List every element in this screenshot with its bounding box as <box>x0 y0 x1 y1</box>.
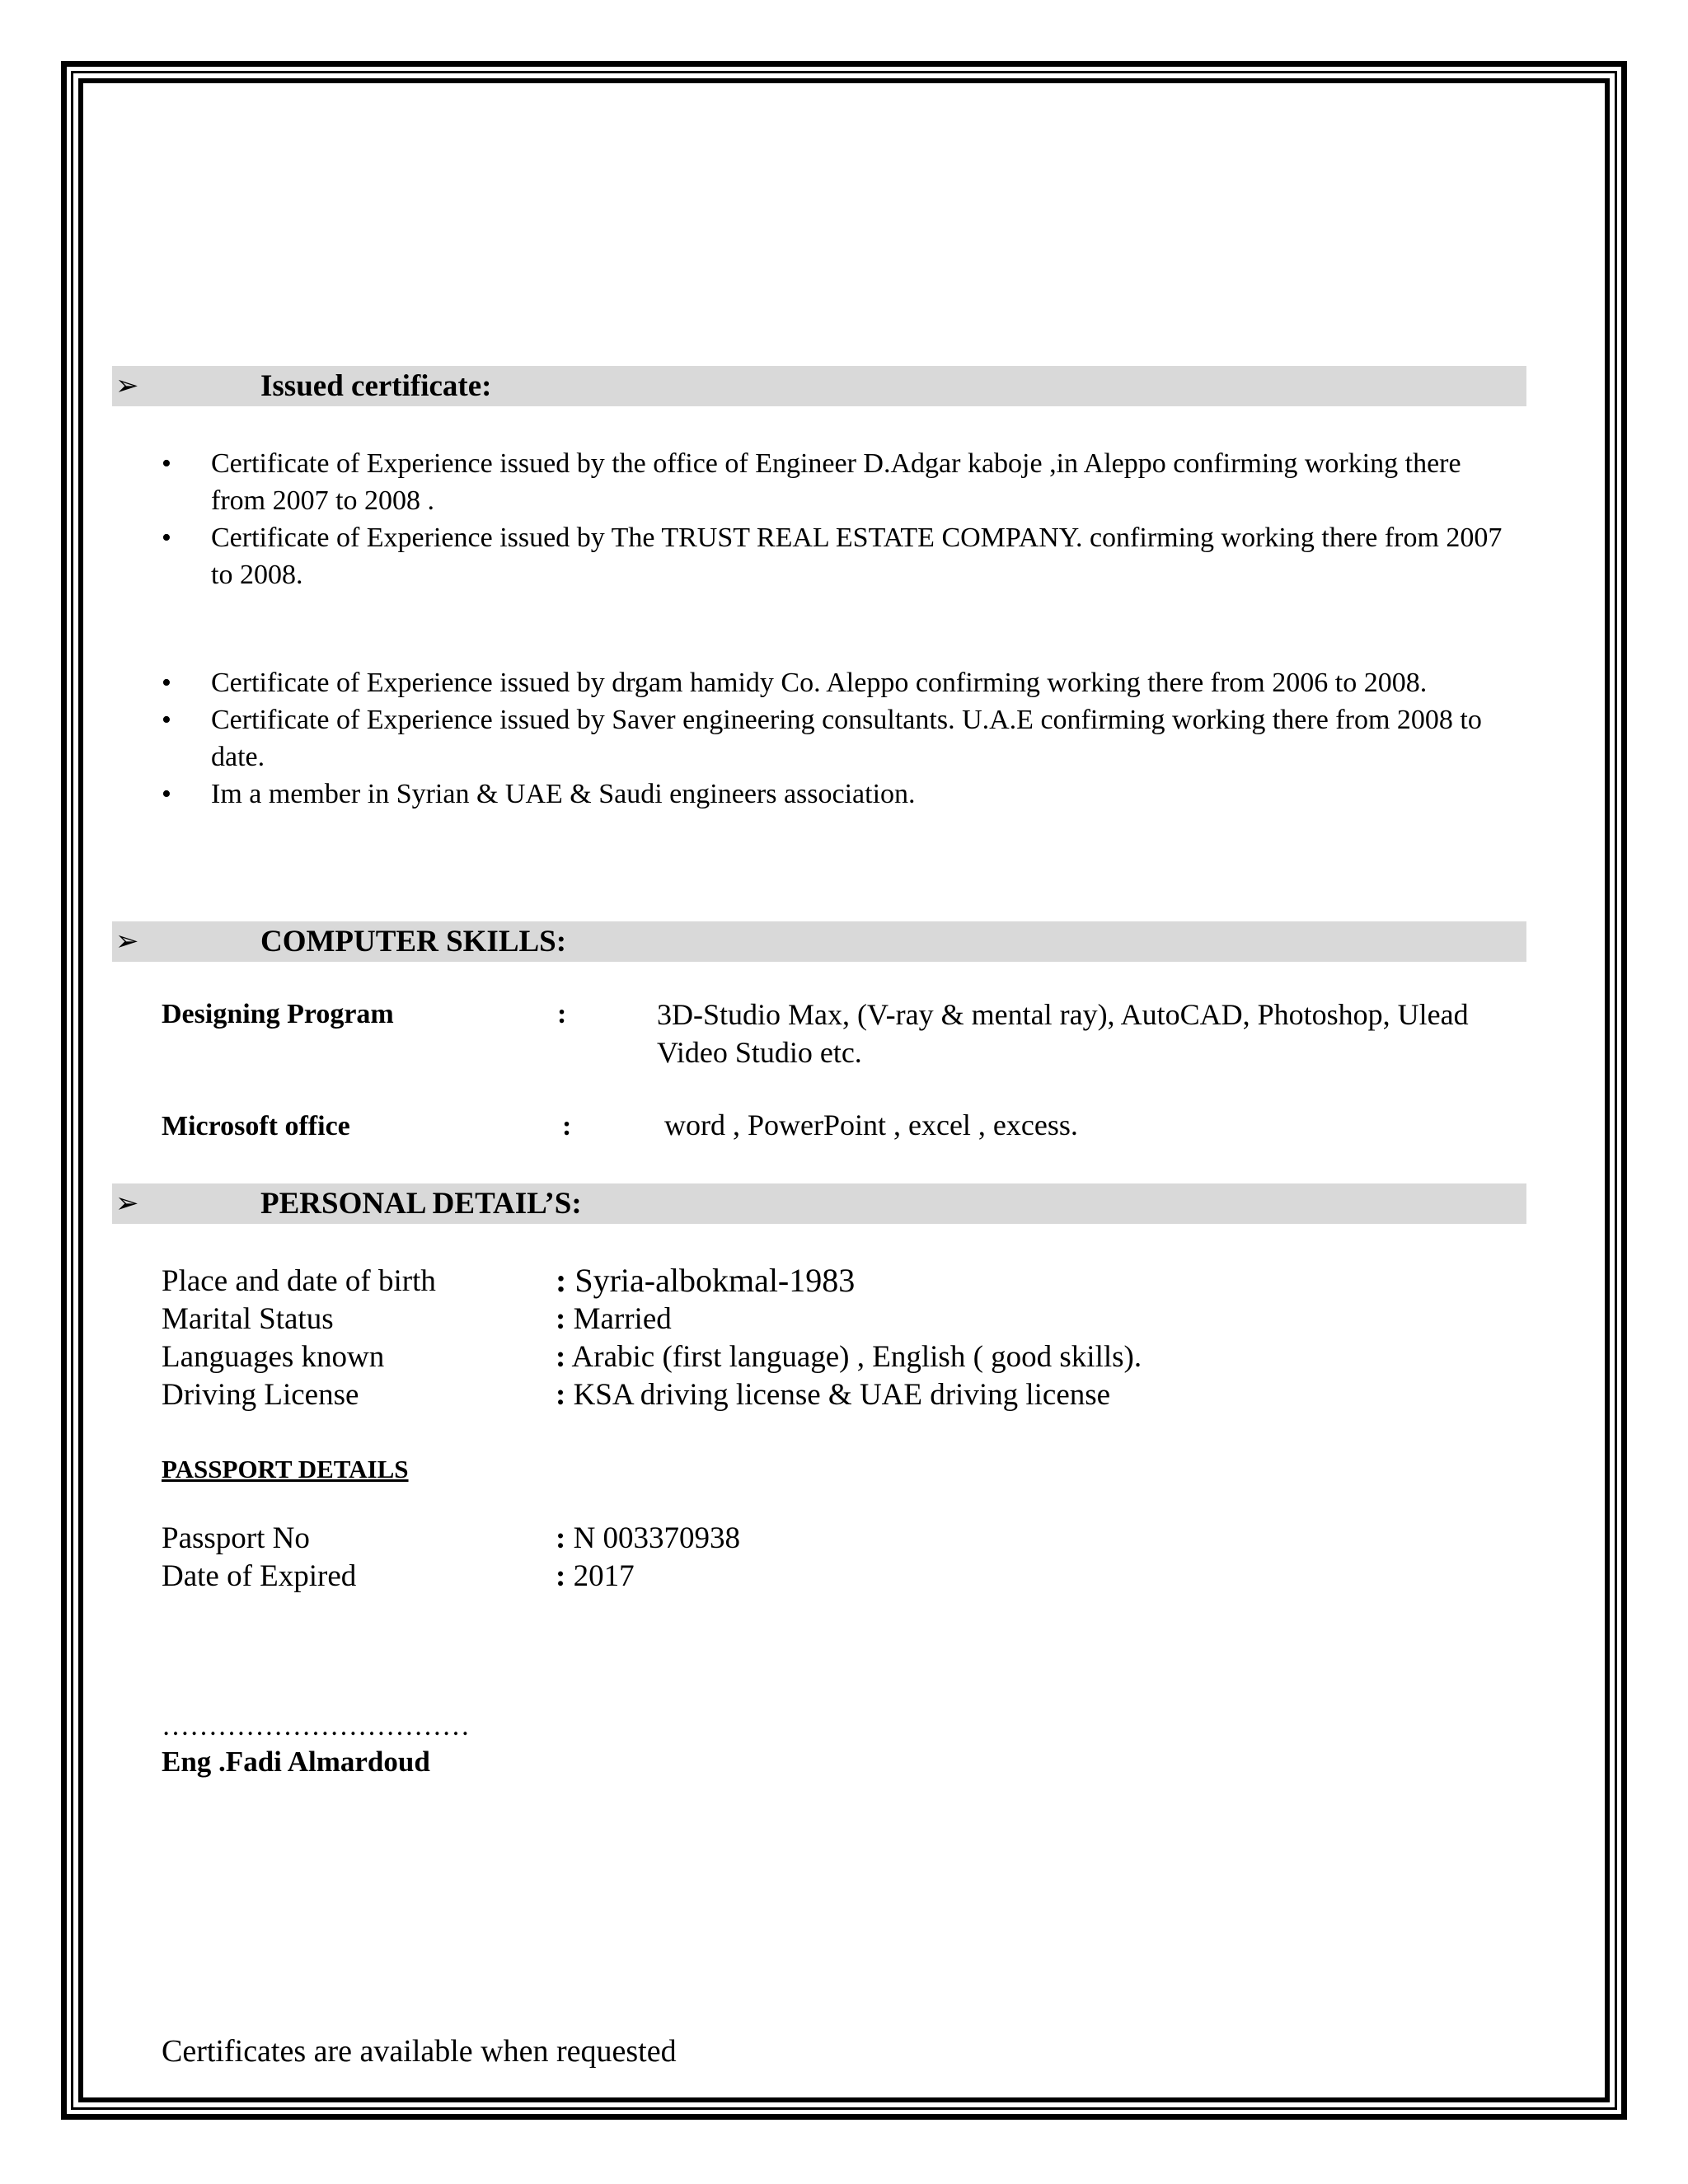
list-item-text: Certificate of Experience issued by drgam hamidy Co. Aleppo confirming working there from 2006 to 2008. <box>211 668 1428 698</box>
skill-label-microsoft: Microsoft office <box>162 1111 350 1141</box>
list-item <box>162 445 1522 519</box>
list-item <box>162 664 1522 701</box>
skill-value-microsoft: word , PowerPoint , excel , excess. <box>664 1108 1078 1141</box>
detail-label-expiry: Date of Expired <box>162 1559 357 1593</box>
passport-details-heading: PASSPORT DETAILS <box>162 1455 409 1483</box>
detail-value-driving <box>556 1377 1110 1413</box>
colon-separator: : <box>556 1262 567 1299</box>
detail-label-driving: Driving License <box>162 1378 359 1412</box>
list-item-text: Certificate of Experience issued by the office of Engineer D.Adgar kaboje ,in Aleppo confirming working there from 2007 to 2008 . <box>211 448 1461 516</box>
colon-separator: : <box>556 1559 566 1593</box>
certificates-note: Certificates are available when requested <box>162 2034 677 2069</box>
list-item <box>162 701 1522 776</box>
detail-label-birth: Place and date of birth <box>162 1264 436 1298</box>
bullet-icon: • <box>162 668 171 698</box>
colon-separator: : <box>556 1340 566 1374</box>
list-item-text: Certificate of Experience issued by The TRUST REAL ESTATE COMPANY. confirming working there from 2007 to 2008. <box>211 523 1503 590</box>
detail-value-birth <box>556 1261 855 1300</box>
personal-details-title: PERSONAL DETAIL’S: <box>260 1187 582 1221</box>
detail-value-expiry <box>556 1558 635 1594</box>
skill-label-designing: Designing Program <box>162 999 394 1029</box>
colon-separator: : <box>556 1521 566 1555</box>
list-item <box>162 519 1522 593</box>
computer-skills-title: COMPUTER SKILLS: <box>260 925 567 958</box>
skill-value-designing: 3D-Studio Max, (V-ray & mental ray), AutoCAD, Photoshop, Ulead Video Studio etc. <box>657 998 1469 1069</box>
issued-certificate-list-a <box>162 445 1522 593</box>
colon-separator: : <box>557 999 567 1029</box>
list-item-text: Certificate of Experience issued by Saver engineering consultants. U.A.E confirming working there from 2008 to date. <box>211 705 1482 772</box>
signer-name: Eng .Fadi Almardoud <box>162 1746 430 1778</box>
detail-value-text: Syria-albokmal-1983 <box>574 1262 856 1299</box>
detail-label-marital: Marital Status <box>162 1302 334 1336</box>
bullet-icon: • <box>162 448 171 479</box>
detail-value-languages <box>556 1339 1142 1375</box>
arrow-bullet-icon: ➢ <box>115 1188 139 1219</box>
detail-value-marital <box>556 1301 672 1337</box>
colon-separator: : <box>556 1302 566 1336</box>
detail-value-text: Married <box>573 1302 672 1336</box>
arrow-bullet-icon: ➢ <box>115 371 139 401</box>
signature-line: …………………………… <box>162 1711 470 1741</box>
detail-value-text: 2017 <box>573 1559 635 1593</box>
detail-label-passport-no: Passport No <box>162 1521 310 1555</box>
detail-value-text: KSA driving license & UAE driving license <box>573 1378 1111 1412</box>
colon-separator: : <box>556 1378 566 1412</box>
detail-value-text: Arabic (first language) , English ( good skills). <box>571 1340 1142 1374</box>
detail-label-languages: Languages known <box>162 1340 385 1374</box>
detail-value-text: N 003370938 <box>573 1521 741 1555</box>
issued-certificate-list-b <box>162 664 1522 813</box>
detail-value-passport-no <box>556 1521 740 1556</box>
colon-separator: : <box>562 1111 572 1141</box>
issued-certificate-title: Issued certificate: <box>260 369 492 403</box>
arrow-bullet-icon: ➢ <box>115 926 139 957</box>
bullet-icon: • <box>162 779 171 809</box>
bullet-icon: • <box>162 523 171 553</box>
list-item-text: Im a member in Syrian & UAE & Saudi engineers association. <box>211 779 916 809</box>
bullet-icon: • <box>162 705 171 735</box>
list-item <box>162 776 1522 813</box>
